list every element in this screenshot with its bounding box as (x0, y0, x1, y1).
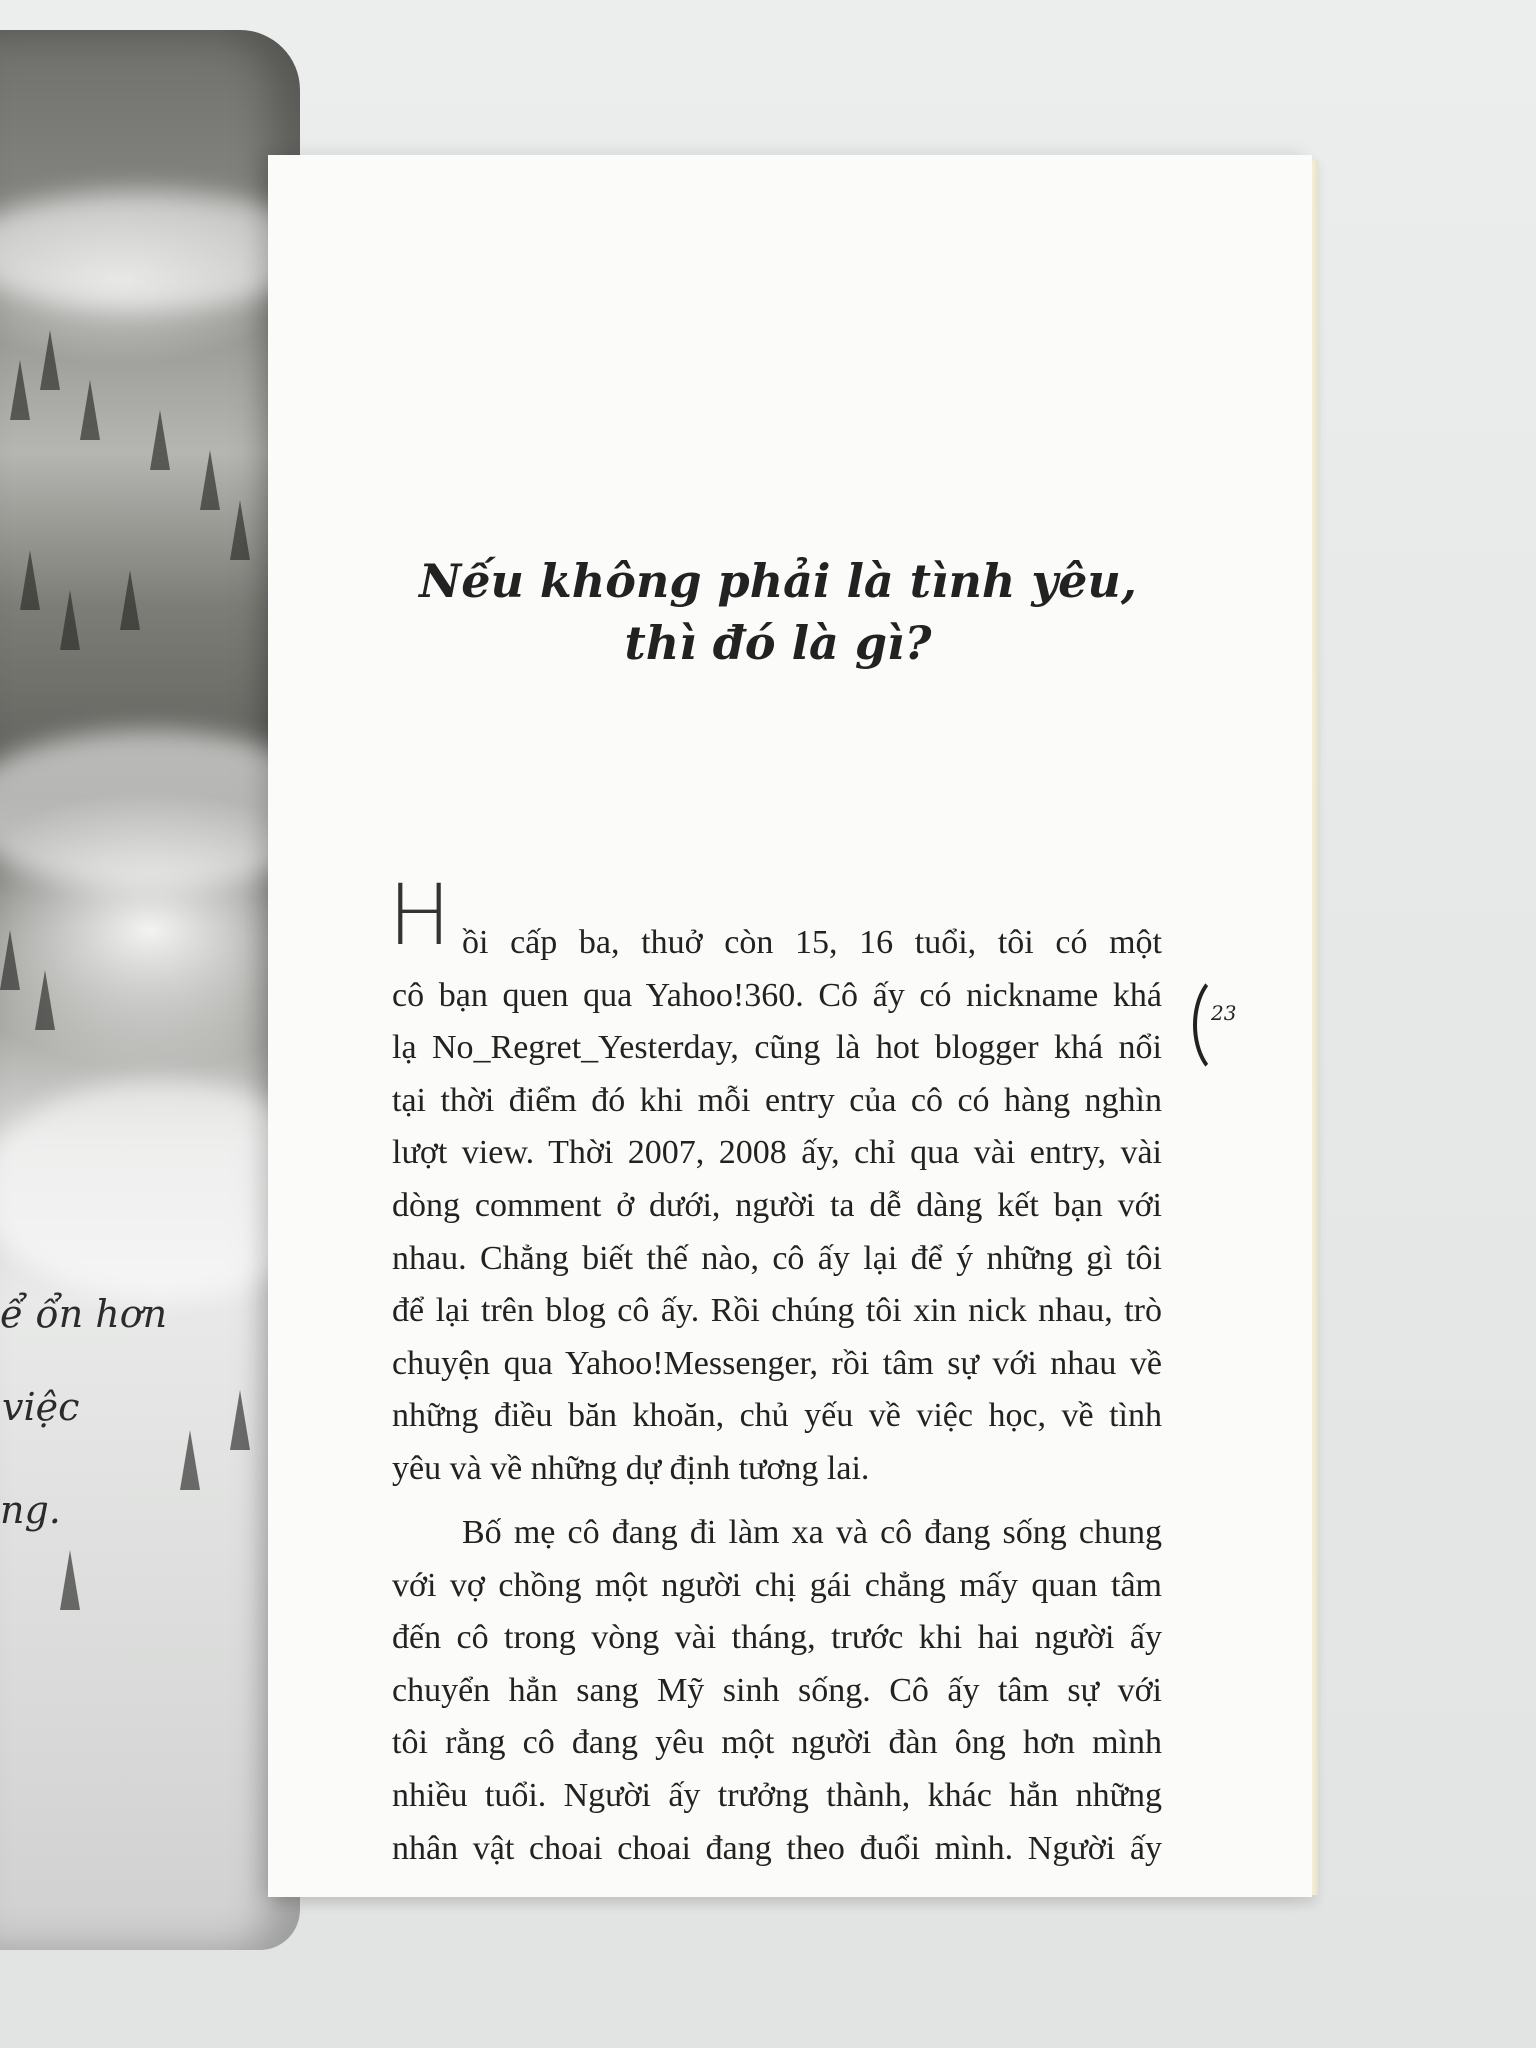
text-line: để lại trên blog cô ấy. Rồi chúng tôi xin nick nhau, trò (392, 1292, 1162, 1330)
text-line: yêu và về những dự định tương lai. (392, 1449, 870, 1487)
left-text-fragment: ể ổn hơn (0, 1292, 168, 1336)
text-line: tại thời điểm đó khi mỗi entry của cô có hàng nghìn (392, 1081, 1162, 1119)
left-text-fragment: việc (2, 1385, 80, 1429)
text-line: tôi rằng cô đang yêu một người đàn ông hơn mình (392, 1724, 1162, 1762)
left-text-fragment: ng. (0, 1488, 61, 1532)
drop-cap: H (388, 866, 452, 964)
text-line: dòng comment ở dưới, người ta dễ dàng kết bạn với (392, 1186, 1162, 1224)
text-line: nhau. Chẳng biết thế nào, cô ấy lại để ý những gì tôi (392, 1239, 1162, 1277)
text-line: những điều băn khoăn, chủ yếu về việc học, về tình (392, 1397, 1162, 1435)
text-line: chuyện qua Yahoo!Messenger, rồi tâm sự với nhau về (392, 1344, 1162, 1382)
text-line: ồi cấp ba, thuở còn 15, 16 tuổi, tôi có một (462, 924, 1162, 961)
text-line: lạ No_Regret_Yesterday, cũng là hot blogger khá nổi (392, 1029, 1162, 1067)
chapter-title-line: thì đó là gì? (624, 616, 932, 670)
text-line: với vợ chồng một người chị gái chẳng mấy quan tâm (392, 1566, 1162, 1604)
text-line: nhiều tuổi. Người ấy trưởng thành, khác hẳn những (392, 1776, 1162, 1814)
left-page-photo (0, 30, 300, 1950)
text-line: Bố mẹ cô đang đi làm xa và cô đang sống chung (462, 1514, 1162, 1551)
text-line: nhân vật choai choai đang theo đuổi mình. Người ấy (392, 1829, 1162, 1867)
paragraph-2 (392, 1507, 1162, 1875)
text-line: đến cô trong vòng vài tháng, trước khi hai người ấy (392, 1619, 1162, 1657)
chapter-title-line: Nếu không phải là tình yêu, (419, 554, 1137, 608)
text-line: chuyển hẳn sang Mỹ sinh sống. Cô ấy tâm sự với (392, 1671, 1162, 1709)
page-number-arc (1193, 971, 1261, 1079)
right-page (268, 155, 1312, 1897)
page-edge (1312, 160, 1318, 1895)
page-number: 23 (1211, 1001, 1237, 1025)
chapter-title (388, 550, 1168, 674)
text-line: lượt view. Thời 2007, 2008 ấy, chỉ qua vài entry, vài (392, 1134, 1162, 1172)
text-line: cô bạn quen qua Yahoo!360. Cô ấy có nickname khá (392, 976, 1162, 1014)
paragraph-1 (388, 866, 1162, 1496)
page-number-badge (1193, 971, 1263, 1041)
